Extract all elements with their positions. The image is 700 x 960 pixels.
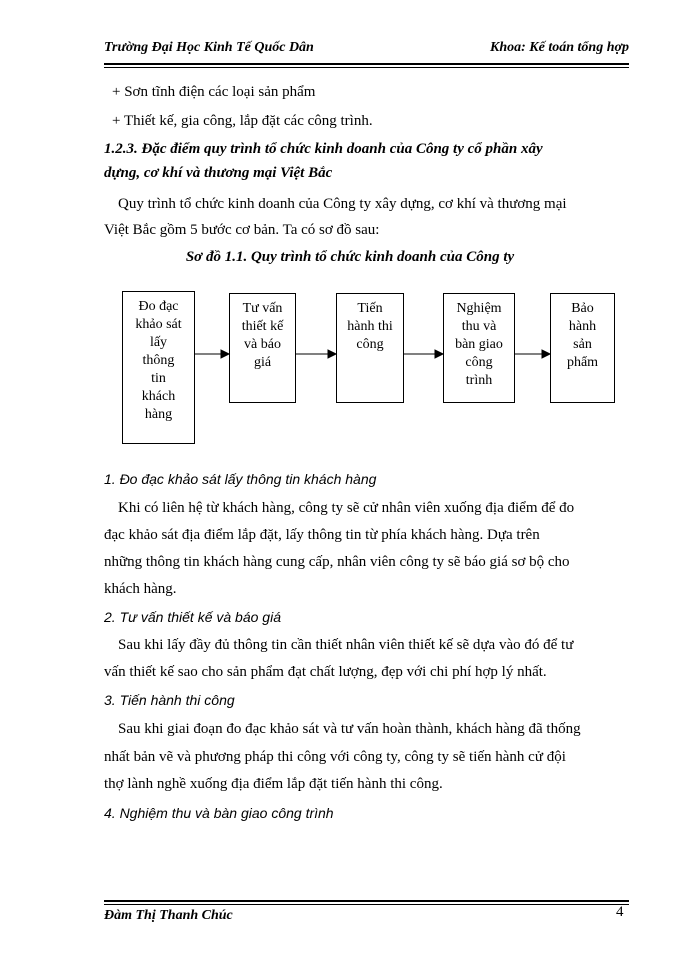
flow-step-text: trình (465, 373, 493, 388)
flow-step-text: Tư vấn (242, 301, 283, 316)
flow-step-text: thông (142, 353, 175, 368)
flow-step-box (336, 293, 404, 403)
section-heading-line: 1.2.3. Đặc điểm quy trình tổ chức kinh doanh của Công ty cổ phần xây (104, 141, 543, 157)
header-divider (104, 63, 629, 68)
step-paragraph-line: đạc khảo sát địa điểm lắp đặt, lấy thông tin từ phía khách hàng. Dựa trên (104, 527, 540, 543)
bullet-item: + Thiết kế, gia công, lắp đặt các công trình. (112, 113, 373, 129)
flow-step-text: Đo đạc (138, 299, 179, 314)
arrow-head-icon (435, 350, 443, 358)
flow-step-box (443, 293, 515, 403)
step-title: 4. Nghiệm thu và bàn giao công trình (104, 805, 334, 821)
flow-step-text: công (356, 337, 384, 352)
flow-step-text: khách (141, 389, 176, 404)
flow-step-text: khảo sát (135, 317, 182, 332)
diagram-caption: Sơ đồ 1.1. Quy trình tổ chức kinh doanh của Công ty (185, 249, 515, 265)
flow-step-text: thu và (461, 319, 497, 334)
flow-step-text: sản (573, 337, 592, 352)
step-paragraph-line: Khi có liên hệ từ khách hàng, công ty sẽ cử nhân viên xuống địa điểm để đo (118, 500, 575, 516)
flow-step-text: Bảo (571, 301, 594, 316)
flow-step-text: giá (253, 355, 272, 370)
section-heading-line: dựng, cơ khí và thương mại Việt Bắc (104, 165, 333, 181)
step-paragraph-line: khách hàng. (104, 581, 177, 597)
flow-step-text: hành (568, 319, 597, 334)
step-paragraph-line: vấn thiết kế sao cho sản phẩm đạt chất lượng, đẹp với chi phí hợp lý nhất. (104, 664, 547, 680)
flow-step-text: hàng (144, 407, 173, 422)
flow-step-text: phẩm (566, 355, 599, 370)
flow-step-text: thiết kế (241, 319, 284, 334)
flow-step-box (229, 293, 296, 403)
flow-step-text: Tiến (357, 301, 383, 316)
step-paragraph-line: Sau khi lấy đầy đủ thông tin cần thiết nhân viên thiết kế sẽ dựa vào đó để tư (118, 637, 574, 653)
step-title: 2. Tư vấn thiết kế và báo giá (104, 609, 281, 625)
footer-divider (104, 900, 629, 905)
flow-step-text: Nghiệm (456, 301, 502, 316)
intro-paragraph-line: Việt Bắc gồm 5 bước cơ bản. Ta có sơ đồ sau: (104, 222, 380, 238)
intro-paragraph-line: Quy trình tổ chức kinh doanh của Công ty xây dựng, cơ khí và thương mại (118, 196, 567, 212)
step-title: 3. Tiến hành thi công (104, 692, 235, 708)
flow-step-text: bàn giao (455, 337, 503, 352)
step-paragraph-line: Sau khi giai đoạn đo đạc khảo sát và tư vấn hoàn thành, khách hàng đã thống (118, 721, 581, 737)
page-header (104, 40, 629, 56)
flow-step-text: công (465, 355, 493, 370)
flow-step-box (550, 293, 615, 403)
arrow-head-icon (221, 350, 229, 358)
flow-step-text: lấy (149, 335, 168, 350)
bullet-item: + Sơn tĩnh điện các loại sản phẩm (112, 84, 316, 100)
step-paragraph-line: những thông tin khách hàng cung cấp, nhân viên công ty sẽ báo giá sơ bộ cho (104, 554, 570, 570)
flow-step-text: hành thi (347, 319, 393, 334)
flow-step-box (122, 291, 195, 444)
arrow-head-icon (542, 350, 550, 358)
step-paragraph-line: nhất bản vẽ và phương pháp thi công với công ty, công ty sẽ tiến hành cử đội (104, 749, 566, 765)
header-university: Trường Đại Học Kinh Tế Quốc Dân (104, 40, 314, 55)
arrow-head-icon (328, 350, 336, 358)
step-title: 1. Đo đạc khảo sát lấy thông tin khách hàng (104, 471, 377, 487)
page-number: 4 (616, 904, 624, 920)
step-paragraph-line: thợ lành nghề xuống địa điểm lắp đặt tiến hành thi công. (104, 776, 443, 792)
flow-step-text: tin (151, 371, 166, 386)
flow-step-text: và báo (244, 337, 281, 352)
header-faculty: Khoa: Kế toán tổng hợp (490, 40, 629, 55)
footer-author: Đàm Thị Thanh Chúc (104, 908, 233, 923)
